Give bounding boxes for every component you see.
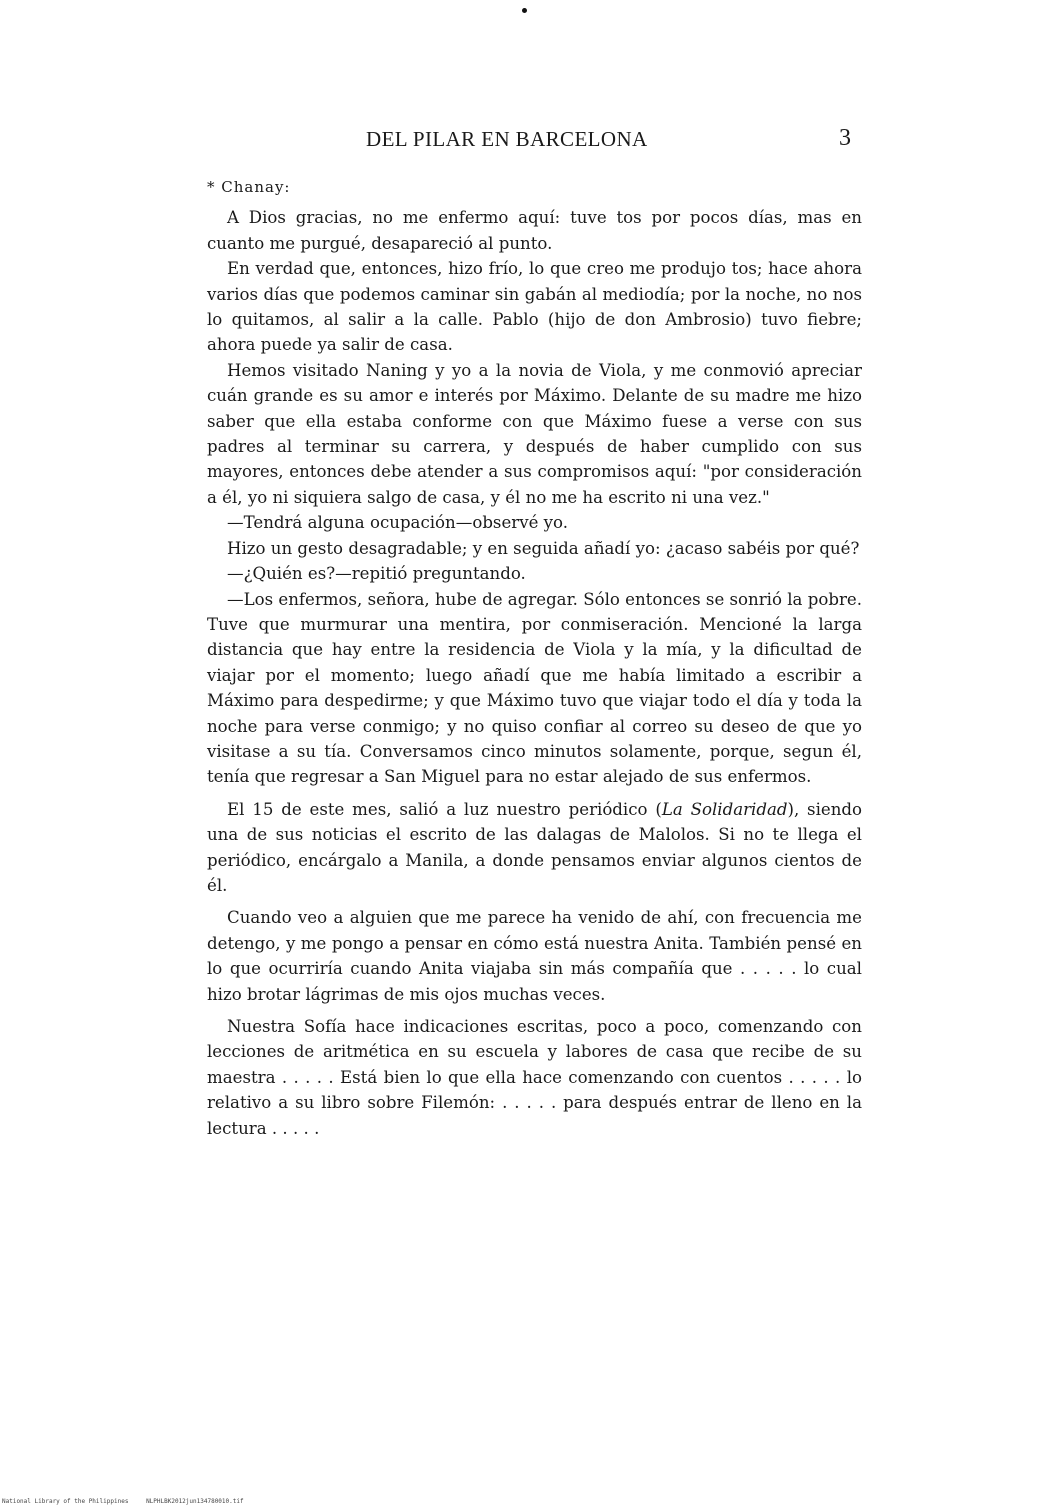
ink-dot <box>522 8 527 13</box>
paragraph-2: En verdad que, entonces, hizo frío, lo que creo me produjo tos; hace ahora varios días que podemos caminar sin gabán al mediodía; por la noche, no nos lo quitamos, al salir a la calle. Pablo (hijo de don Ambrosio) tuvo fiebre; ahora puede ya salir de casa. <box>207 259 862 355</box>
paragraph-7: —Los enfermos, señora, hube de agregar. Sólo entonces se sonrió la pobre. Tuve que murmurar una mentira, por conmiseración. Mencioné la larga distancia que hay entre la residencia de Viola y la mía, y la dificultad de viajar por el momento; luego añadí que me había limitado a escribir a Máximo para despedirme; y que Máximo tuvo que viajar todo el día y toda la noche para verse conmigo; y no quiso confiar al correo su deseo de que yo visitase a su tía. Conversamos cinco minutos solamente, porque, segun él, tenía que regresar a San Miguel para no estar alejado de sus enfermos. <box>207 589 862 787</box>
page-number: 3 <box>839 125 851 151</box>
paragraph-9: Cuando veo a alguien que me parece ha venido de ahí, con frecuencia me detengo, y me pongo a pensar en cómo está nuestra Anita. También pensé en lo que ocurriría cuando Anita viajaba sin más compañía que . . . . . lo cual hizo brotar lágrimas de mis ojos muchas veces. <box>207 908 862 1004</box>
running-title: DEL PILAR EN BARCELONA <box>366 127 648 151</box>
paragraph-8-end: ), siendo una de sus noticias el escrito de las dalagas de Malolos. Si no te llega el periódico, encárgalo a Manila, a donde pensamos enviar algunos cientos de él. <box>207 799 862 895</box>
newspaper-title: La Solidaridad <box>661 799 788 819</box>
paragraph-3: Hemos visitado Naning y yo a la novia de Viola, y me conmovió apreciar cuán grande es su amor e interés por Máximo. Delante de su madre me hizo saber que ella estaba conforme con que Máximo fuese a verse con sus padres al terminar su carrera, y después de haber cumplido con sus mayores, entonces debe atender a sus compromisos aquí: "por consideración a él, yo ni siquiera salgo de casa, y él no me ha escrito ni una vez." <box>207 360 862 507</box>
paragraph-1: A Dios gracias, no me enfermo aquí: tuve tos por pocos días, mas en cuanto me purgué, desapareció al punto. <box>207 208 862 253</box>
addressee: * Chanay: <box>207 178 291 196</box>
file-id: NLPHLBK2012jun134780010.tif <box>146 1498 244 1505</box>
paragraph-4: —Tendrá alguna ocupación—observé yo. <box>227 513 569 533</box>
paragraph-6: —¿Quién es?—repitió preguntando. <box>227 564 526 584</box>
letter-body <box>207 175 862 1141</box>
library-credit: National Library of the Philippines <box>2 1498 129 1505</box>
paragraph-8-start: El 15 de este mes, salió a luz nuestro periódico ( <box>227 799 662 819</box>
paragraph-8 <box>207 797 862 899</box>
scan-footer <box>2 1498 258 1505</box>
paragraph-10: Nuestra Sofía hace indicaciones escritas, poco a poco, comenzando con lecciones de aritmética en su escuela y labores de casa que recibe de su maestra . . . . . Está bien lo que ella hace comenzando con cuentos . . . . . lo relativo a su libro sobre Filemón: . . . . . para después entrar de lleno en la lectura . . . . . <box>207 1017 862 1138</box>
paragraph-5: Hizo un gesto desagradable; y en seguida añadí yo: ¿acaso sabéis por qué? <box>227 538 860 558</box>
